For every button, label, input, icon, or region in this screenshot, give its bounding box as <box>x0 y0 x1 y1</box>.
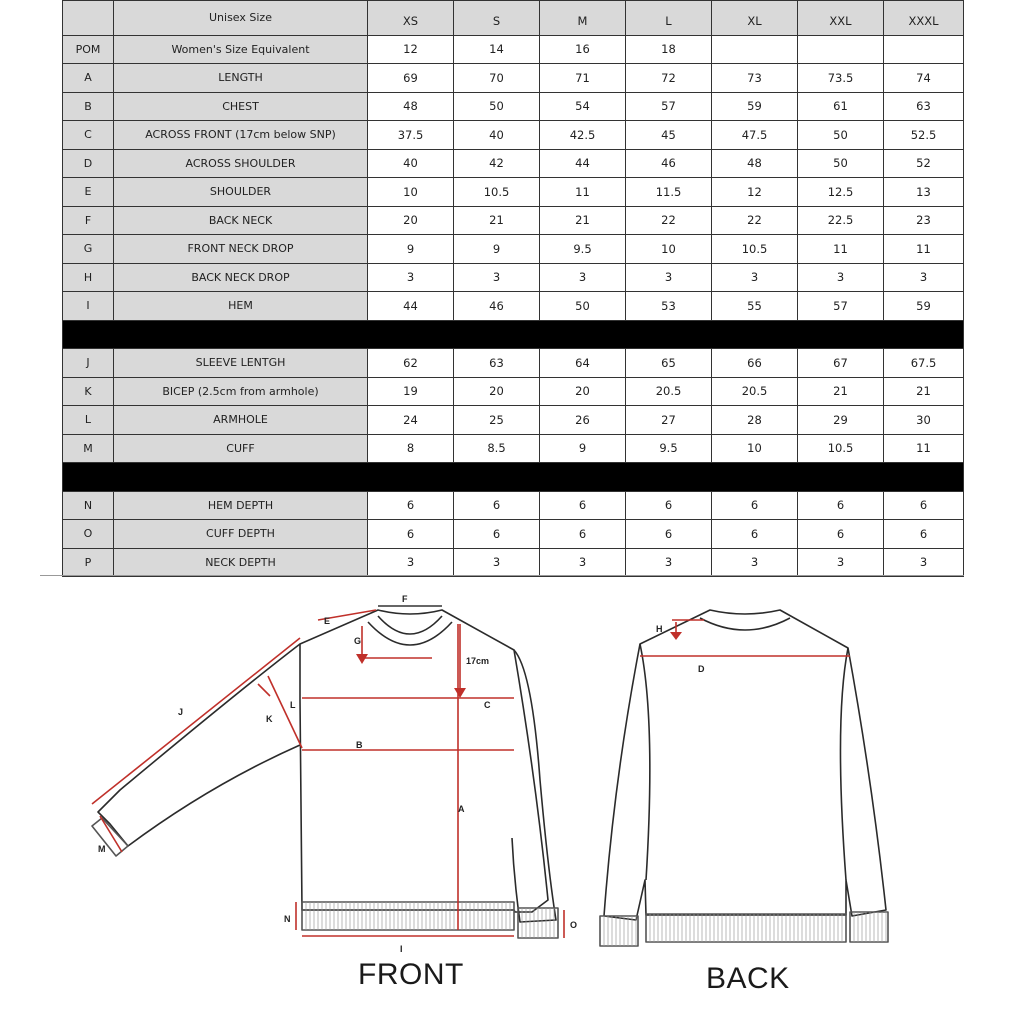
size-value-cell: 63 <box>884 92 964 121</box>
size-value-cell: 3 <box>540 548 626 577</box>
pom-code-cell: H <box>63 263 114 292</box>
size-value-cell <box>798 35 884 64</box>
size-value-cell: 53 <box>626 292 712 321</box>
size-value-cell: 3 <box>626 263 712 292</box>
size-value-cell: 3 <box>798 263 884 292</box>
size-value-cell: 3 <box>368 548 454 577</box>
size-value-cell: 8 <box>368 434 454 463</box>
size-value-cell: 50 <box>454 92 540 121</box>
size-value-cell: 65 <box>626 349 712 378</box>
size-header-cell: M <box>540 1 626 36</box>
size-header-cell: S <box>454 1 540 36</box>
separator-bar <box>63 320 964 349</box>
pom-code-cell: P <box>63 548 114 577</box>
measurement-row <box>63 178 964 207</box>
size-value-cell: 46 <box>454 292 540 321</box>
size-value-cell: 10.5 <box>454 178 540 207</box>
size-value-cell: 50 <box>540 292 626 321</box>
size-value-cell: 24 <box>368 406 454 435</box>
size-value-cell: 19 <box>368 377 454 406</box>
size-value-cell: 23 <box>884 206 964 235</box>
size-header-cell: L <box>626 1 712 36</box>
size-value-cell: 20 <box>368 206 454 235</box>
size-value-cell: 22.5 <box>798 206 884 235</box>
pom-code-cell: B <box>63 92 114 121</box>
size-value-cell: 44 <box>368 292 454 321</box>
label-m: M <box>98 844 106 854</box>
label-i: I <box>400 944 403 954</box>
pom-code-cell: K <box>63 377 114 406</box>
label-g: G <box>354 636 362 646</box>
label-j: J <box>178 707 184 717</box>
size-value-cell: 40 <box>368 149 454 178</box>
size-value-cell: 57 <box>626 92 712 121</box>
measurement-label-cell: HEM <box>114 292 368 321</box>
size-header-cell: XXL <box>798 1 884 36</box>
size-value-cell: 10.5 <box>798 434 884 463</box>
measurement-label-cell: SHOULDER <box>114 178 368 207</box>
size-value-cell: 9 <box>454 235 540 264</box>
pom-code-cell: O <box>63 520 114 549</box>
size-value-cell: 42.5 <box>540 121 626 150</box>
measurement-row <box>63 349 964 378</box>
section-separator-row <box>63 463 964 492</box>
label-c: C <box>484 700 491 710</box>
size-value-cell: 11 <box>884 235 964 264</box>
size-chart-body <box>63 1 964 577</box>
label-k: K <box>266 714 273 724</box>
measurement-label-cell: NECK DEPTH <box>114 548 368 577</box>
size-value-cell: 47.5 <box>712 121 798 150</box>
size-value-cell: 6 <box>884 520 964 549</box>
measurement-row <box>63 434 964 463</box>
size-value-cell: 69 <box>368 64 454 93</box>
size-value-cell: 29 <box>798 406 884 435</box>
label-n: N <box>284 914 291 924</box>
size-value-cell: 9.5 <box>626 434 712 463</box>
size-value-cell: 21 <box>454 206 540 235</box>
measurement-row <box>63 92 964 121</box>
measurement-label-cell: CUFF <box>114 434 368 463</box>
size-value-cell: 6 <box>798 491 884 520</box>
size-value-cell: 6 <box>712 520 798 549</box>
measurement-label-cell: CHEST <box>114 92 368 121</box>
pom-code-cell: A <box>63 64 114 93</box>
size-value-cell: 45 <box>626 121 712 150</box>
label-17cm: 17cm <box>466 656 490 666</box>
pom-code-cell: N <box>63 491 114 520</box>
back-collar <box>700 618 790 630</box>
size-chart-table <box>62 0 964 577</box>
pom-code-cell: D <box>63 149 114 178</box>
measurement-label-cell: ACROSS FRONT (17cm below SNP) <box>114 121 368 150</box>
size-value-cell: 12 <box>368 35 454 64</box>
size-header-cell: XXXL <box>884 1 964 36</box>
label-f: F <box>402 594 408 604</box>
measurement-label-cell: LENGTH <box>114 64 368 93</box>
size-value-cell: 3 <box>712 263 798 292</box>
size-value-cell: 48 <box>712 149 798 178</box>
back-measure-lines <box>640 620 850 656</box>
size-value-cell: 74 <box>884 64 964 93</box>
size-value-cell: 6 <box>368 520 454 549</box>
size-value-cell: 3 <box>368 263 454 292</box>
size-value-cell: 73 <box>712 64 798 93</box>
size-value-cell: 16 <box>540 35 626 64</box>
size-value-cell: 55 <box>712 292 798 321</box>
measurement-label-cell: BICEP (2.5cm from armhole) <box>114 377 368 406</box>
size-value-cell: 48 <box>368 92 454 121</box>
size-value-cell: 6 <box>454 520 540 549</box>
measurement-row <box>63 377 964 406</box>
size-value-cell: 6 <box>884 491 964 520</box>
pom-code-cell: J <box>63 349 114 378</box>
front-measure-lines <box>92 606 564 938</box>
divider-rule <box>40 575 964 576</box>
pom-code-cell: I <box>63 292 114 321</box>
size-value-cell <box>884 35 964 64</box>
measurement-row <box>63 292 964 321</box>
size-value-cell: 59 <box>884 292 964 321</box>
size-value-cell: 54 <box>540 92 626 121</box>
pom-code-cell: M <box>63 434 114 463</box>
size-value-cell: 50 <box>798 121 884 150</box>
size-header-row <box>63 1 964 36</box>
arrow-head-g <box>356 654 368 664</box>
size-value-cell: 3 <box>712 548 798 577</box>
measurement-label-cell: ACROSS SHOULDER <box>114 149 368 178</box>
measurement-row <box>63 235 964 264</box>
front-collar-inner <box>378 616 442 634</box>
measurement-label-cell: ARMHOLE <box>114 406 368 435</box>
measurement-label-cell: SLEEVE LENTGH <box>114 349 368 378</box>
size-value-cell: 50 <box>798 149 884 178</box>
size-value-cell: 26 <box>540 406 626 435</box>
measurement-row <box>63 406 964 435</box>
measurement-diagram <box>0 580 1024 1024</box>
size-value-cell: 3 <box>454 263 540 292</box>
measurement-label-cell: HEM DEPTH <box>114 491 368 520</box>
size-value-cell: 3 <box>540 263 626 292</box>
back-sweatshirt-drawing <box>600 610 888 946</box>
size-value-cell: 42 <box>454 149 540 178</box>
size-value-cell: 52.5 <box>884 121 964 150</box>
size-value-cell: 12 <box>712 178 798 207</box>
size-value-cell: 59 <box>712 92 798 121</box>
size-value-cell: 13 <box>884 178 964 207</box>
size-header-cell: XS <box>368 1 454 36</box>
size-value-cell: 70 <box>454 64 540 93</box>
size-value-cell: 6 <box>454 491 540 520</box>
size-value-cell: 10 <box>626 235 712 264</box>
separator-bar <box>63 463 964 492</box>
measurement-row <box>63 263 964 292</box>
label-a: A <box>458 804 465 814</box>
label-d: D <box>698 664 705 674</box>
measurement-label-cell: BACK NECK <box>114 206 368 235</box>
measurement-label-cell: Unisex Size <box>114 1 368 36</box>
pom-code-cell: POM <box>63 35 114 64</box>
size-value-cell: 9 <box>540 434 626 463</box>
size-value-cell: 66 <box>712 349 798 378</box>
pom-code-cell: C <box>63 121 114 150</box>
back-left-sleeve-inner <box>640 644 650 880</box>
measurement-row <box>63 121 964 150</box>
size-value-cell: 11 <box>540 178 626 207</box>
size-value-cell: 6 <box>626 520 712 549</box>
size-value-cell: 6 <box>712 491 798 520</box>
size-value-cell: 14 <box>454 35 540 64</box>
size-value-cell: 52 <box>884 149 964 178</box>
size-value-cell: 40 <box>454 121 540 150</box>
size-value-cell: 11 <box>884 434 964 463</box>
size-value-cell: 18 <box>626 35 712 64</box>
size-value-cell: 20 <box>540 377 626 406</box>
measurement-row <box>63 548 964 577</box>
size-value-cell: 20.5 <box>626 377 712 406</box>
measurement-row <box>63 491 964 520</box>
size-value-cell: 63 <box>454 349 540 378</box>
pom-code-cell <box>63 1 114 36</box>
size-value-cell: 6 <box>540 491 626 520</box>
size-value-cell: 21 <box>884 377 964 406</box>
front-body-outline <box>300 610 548 912</box>
back-right-sleeve-inner <box>840 648 848 880</box>
size-value-cell: 62 <box>368 349 454 378</box>
size-value-cell: 27 <box>626 406 712 435</box>
front-left-sleeve <box>98 644 300 846</box>
size-value-cell: 67 <box>798 349 884 378</box>
size-value-cell: 72 <box>626 64 712 93</box>
size-value-cell: 20.5 <box>712 377 798 406</box>
size-value-cell: 6 <box>626 491 712 520</box>
size-value-cell: 28 <box>712 406 798 435</box>
size-value-cell: 22 <box>626 206 712 235</box>
size-value-cell: 57 <box>798 292 884 321</box>
size-value-cell: 10 <box>368 178 454 207</box>
pom-code-cell: L <box>63 406 114 435</box>
measurement-row <box>63 206 964 235</box>
measurement-row <box>63 149 964 178</box>
size-value-cell: 37.5 <box>368 121 454 150</box>
front-rib-hatching <box>306 902 554 938</box>
measurement-row <box>63 64 964 93</box>
arrow-head-17cm <box>454 688 466 698</box>
size-value-cell: 30 <box>884 406 964 435</box>
size-value-cell: 21 <box>540 206 626 235</box>
size-value-cell: 11 <box>798 235 884 264</box>
section-separator-row <box>63 320 964 349</box>
measure-line-k <box>258 684 270 696</box>
size-value-cell: 8.5 <box>454 434 540 463</box>
measurement-label-cell: BACK NECK DROP <box>114 263 368 292</box>
label-b: B <box>356 740 363 750</box>
pom-code-cell: E <box>63 178 114 207</box>
size-value-cell: 9 <box>368 235 454 264</box>
measurement-row <box>63 520 964 549</box>
label-e: E <box>324 616 331 626</box>
label-o: O <box>570 920 578 930</box>
size-value-cell: 10 <box>712 434 798 463</box>
size-value-cell: 3 <box>884 548 964 577</box>
size-value-cell: 3 <box>884 263 964 292</box>
size-header-cell: XL <box>712 1 798 36</box>
front-view-title: FRONT <box>358 958 464 991</box>
label-h: H <box>656 624 663 634</box>
measurement-label-cell: CUFF DEPTH <box>114 520 368 549</box>
womens-equivalent-row <box>63 35 964 64</box>
pom-code-cell: G <box>63 235 114 264</box>
size-value-cell: 6 <box>540 520 626 549</box>
size-value-cell: 6 <box>368 491 454 520</box>
size-value-cell: 44 <box>540 149 626 178</box>
size-value-cell: 11.5 <box>626 178 712 207</box>
size-value-cell: 3 <box>626 548 712 577</box>
back-view-title: BACK <box>706 962 790 995</box>
measure-line-l <box>268 676 302 748</box>
size-value-cell: 61 <box>798 92 884 121</box>
size-value-cell: 9.5 <box>540 235 626 264</box>
size-value-cell: 67.5 <box>884 349 964 378</box>
size-value-cell: 71 <box>540 64 626 93</box>
size-value-cell: 46 <box>626 149 712 178</box>
arrow-head-h <box>670 632 682 640</box>
size-value-cell: 21 <box>798 377 884 406</box>
size-value-cell: 73.5 <box>798 64 884 93</box>
size-value-cell: 22 <box>712 206 798 235</box>
size-value-cell: 10.5 <box>712 235 798 264</box>
size-value-cell: 6 <box>798 520 884 549</box>
size-value-cell: 64 <box>540 349 626 378</box>
size-value-cell: 25 <box>454 406 540 435</box>
size-value-cell: 12.5 <box>798 178 884 207</box>
measurement-label-cell: FRONT NECK DROP <box>114 235 368 264</box>
size-value-cell: 3 <box>798 548 884 577</box>
size-value-cell: 3 <box>454 548 540 577</box>
size-value-cell: 20 <box>454 377 540 406</box>
measurement-label-cell: Women's Size Equivalent <box>114 35 368 64</box>
size-value-cell <box>712 35 798 64</box>
label-l: L <box>290 700 296 710</box>
pom-code-cell: F <box>63 206 114 235</box>
